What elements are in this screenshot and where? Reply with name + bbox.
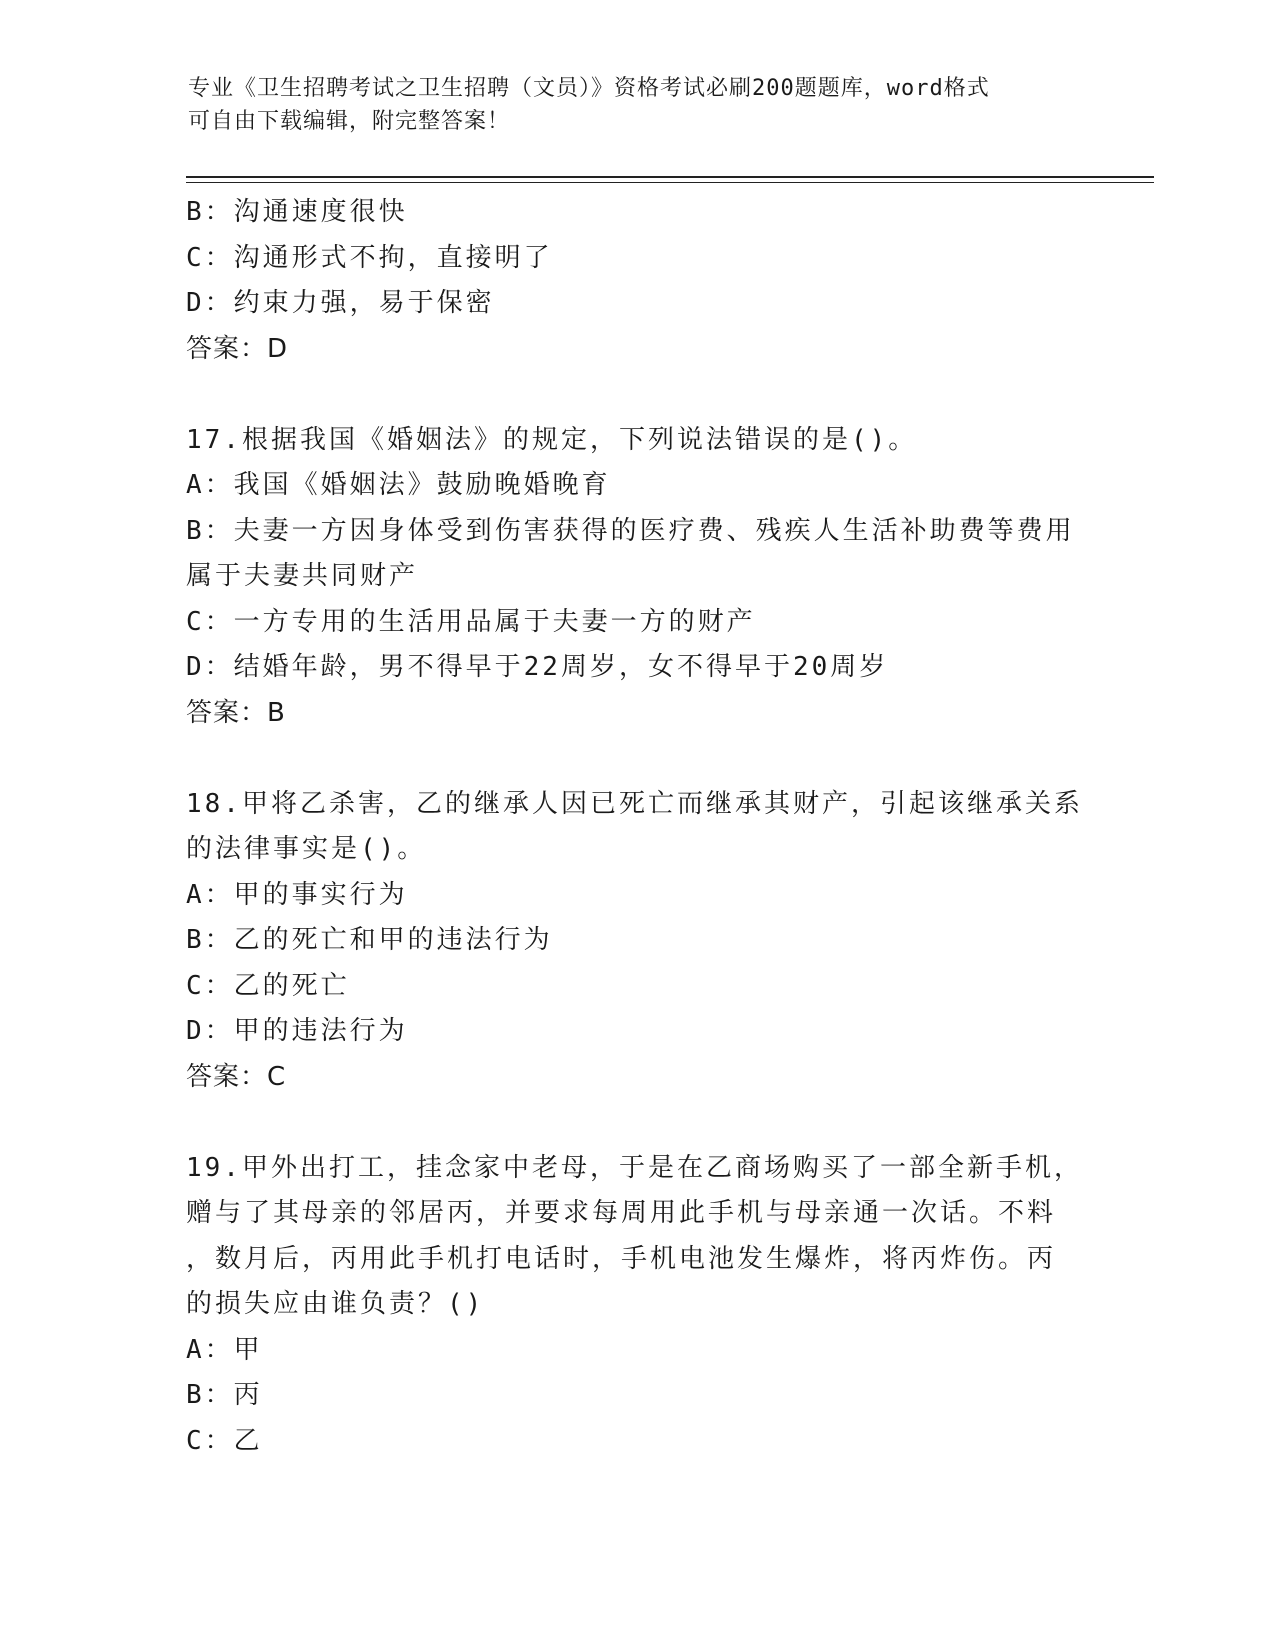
option-c: C：乙 — [186, 1425, 263, 1456]
header-divider-thin — [186, 182, 1154, 183]
header-title-line-2: 可自由下载编辑，附完整答案！ — [188, 109, 511, 134]
question-stem-continued: 的损失应由谁负责？() — [186, 1289, 485, 1319]
question-stem-continued: 的法律事实是()。 — [186, 834, 427, 864]
option-b: B：夫妻一方因身体受到伤害获得的医疗费、残疾人生活补助费等费用 — [186, 515, 1075, 546]
question-16-tail — [186, 190, 1086, 372]
option-b: B：沟通速度很快 — [186, 197, 408, 227]
header-title-line-1: 专业《卫生招聘考试之卫生招聘（文员）》资格考试必刷200题题库，word格式 — [188, 76, 990, 101]
document-header — [188, 72, 1088, 138]
option-d: D：结婚年龄，男不得早于22周岁，女不得早于20周岁 — [186, 652, 889, 682]
option-a: A：甲的事实行为 — [186, 879, 408, 910]
spacer — [186, 372, 1086, 418]
answer: 答案：C — [186, 1061, 287, 1092]
question-stem-continued: 赠与了其母亲的邻居丙，并要求每周用此手机与母亲通一次话。不料 — [186, 1198, 1057, 1228]
answer: 答案：B — [186, 697, 286, 728]
option-b: B：丙 — [186, 1380, 263, 1410]
option-c: C：沟通形式不拘，直接明了 — [186, 242, 553, 273]
option-b-continued: 属于夫妻共同财产 — [186, 561, 419, 591]
question-17 — [186, 418, 1086, 737]
question-18 — [186, 782, 1086, 1101]
question-stem: 19.甲外出打工，挂念家中老母，于是在乙商场购买了一部全新手机， — [186, 1152, 1083, 1183]
option-b: B：乙的死亡和甲的违法行为 — [186, 925, 553, 955]
spacer — [186, 736, 1086, 782]
question-stem: 17.根据我国《婚姻法》的规定，下列说法错误的是()。 — [186, 424, 918, 455]
option-c: C：一方专用的生活用品属于夫妻一方的财产 — [186, 606, 756, 637]
question-stem-continued: ，数月后，丙用此手机打电话时，手机电池发生爆炸，将丙炸伤。丙 — [186, 1243, 1057, 1274]
option-d: D：甲的违法行为 — [186, 1016, 408, 1046]
answer: 答案：D — [186, 333, 289, 364]
option-a: A：我国《婚姻法》鼓励晚婚晚育 — [186, 470, 611, 500]
question-stem: 18.甲将乙杀害，乙的继承人因已死亡而继承其财产，引起该继承关系 — [186, 788, 1083, 819]
question-list — [186, 190, 1086, 1464]
spacer — [186, 1100, 1086, 1146]
header-divider-thick — [186, 176, 1154, 178]
option-d: D：约束力强，易于保密 — [186, 288, 495, 318]
option-c: C：乙的死亡 — [186, 970, 350, 1001]
question-19 — [186, 1146, 1086, 1465]
option-a: A：甲 — [186, 1334, 263, 1365]
